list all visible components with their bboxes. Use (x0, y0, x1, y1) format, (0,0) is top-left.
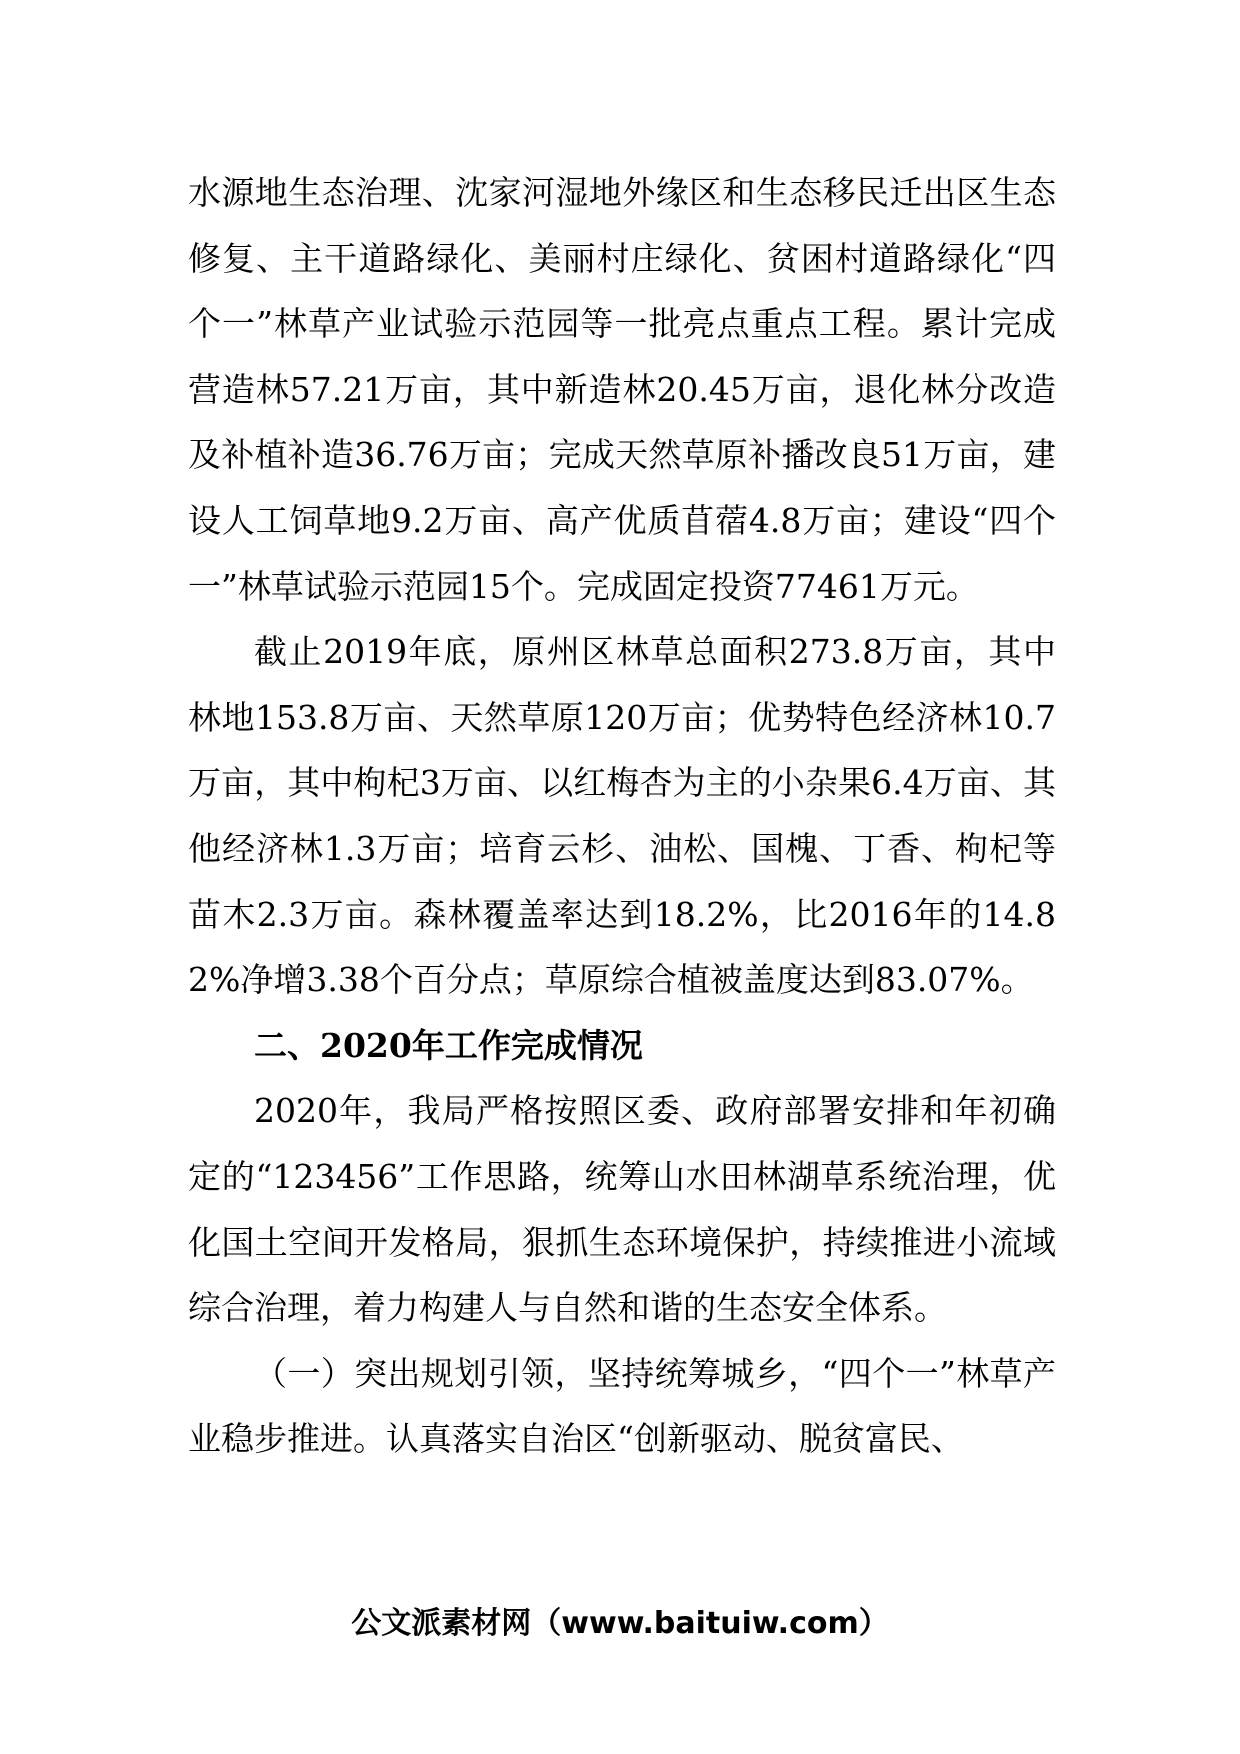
footer-watermark: 公文派素材网（www.baituiw.com） (351, 1606, 889, 1641)
section-heading-2020: 二、2020年工作完成情况 (254, 1025, 643, 1065)
paragraph-project-summary: 水源地生态治理、沈家河湿地外缘区和生态移民迁出区生态修复、主干道路绿化、美丽村庄绿化、贫困村道路绿化“四个一”林草产业试验示范园等一批亮点重点工程。累计完成营造林57.21万亩，其中新造林20.45万亩，退化林分改造及补植补造36.76万亩；完成天然草原补播改良51万亩，建设人工饲草地9.2万亩、高产优质苜蓿4.8万亩；建设“四个一”林草试验示范园15个。完成固定投资77461万元。 (188, 173, 1056, 606)
paragraph-planning-guidance: （一）突出规划引领，坚持统筹城乡，“四个一”林草产业稳步推进。认真落实自治区“创新驱动、脱贫富民、 (188, 1353, 1056, 1459)
paragraph-2020-overview: 2020年，我局严格按照区委、政府部署安排和年初确定的“123456”工作思路，统筹山水田林湖草系统治理，优化国土空间开发格局，狠抓生态环境保护，持续推进小流域综合治理，着力构建人与自然和谐的生态安全体系。 (188, 1091, 1056, 1328)
document-body (188, 160, 1056, 1472)
paragraph-forest-grass-area: 截止2019年底，原州区林草总面积273.8万亩，其中林地153.8万亩、天然草原120万亩；优势特色经济林10.7万亩，其中枸杞3万亩、以红梅杏为主的小杂果6.4万亩、其他经济林1.3万亩；培育云杉、油松、国槐、丁香、枸杞等苗木2.3万亩。森林覆盖率达到18.2%，比2016年的14.82%净增3.38个百分点；草原综合植被盖度达到83.07%。 (188, 632, 1056, 1000)
